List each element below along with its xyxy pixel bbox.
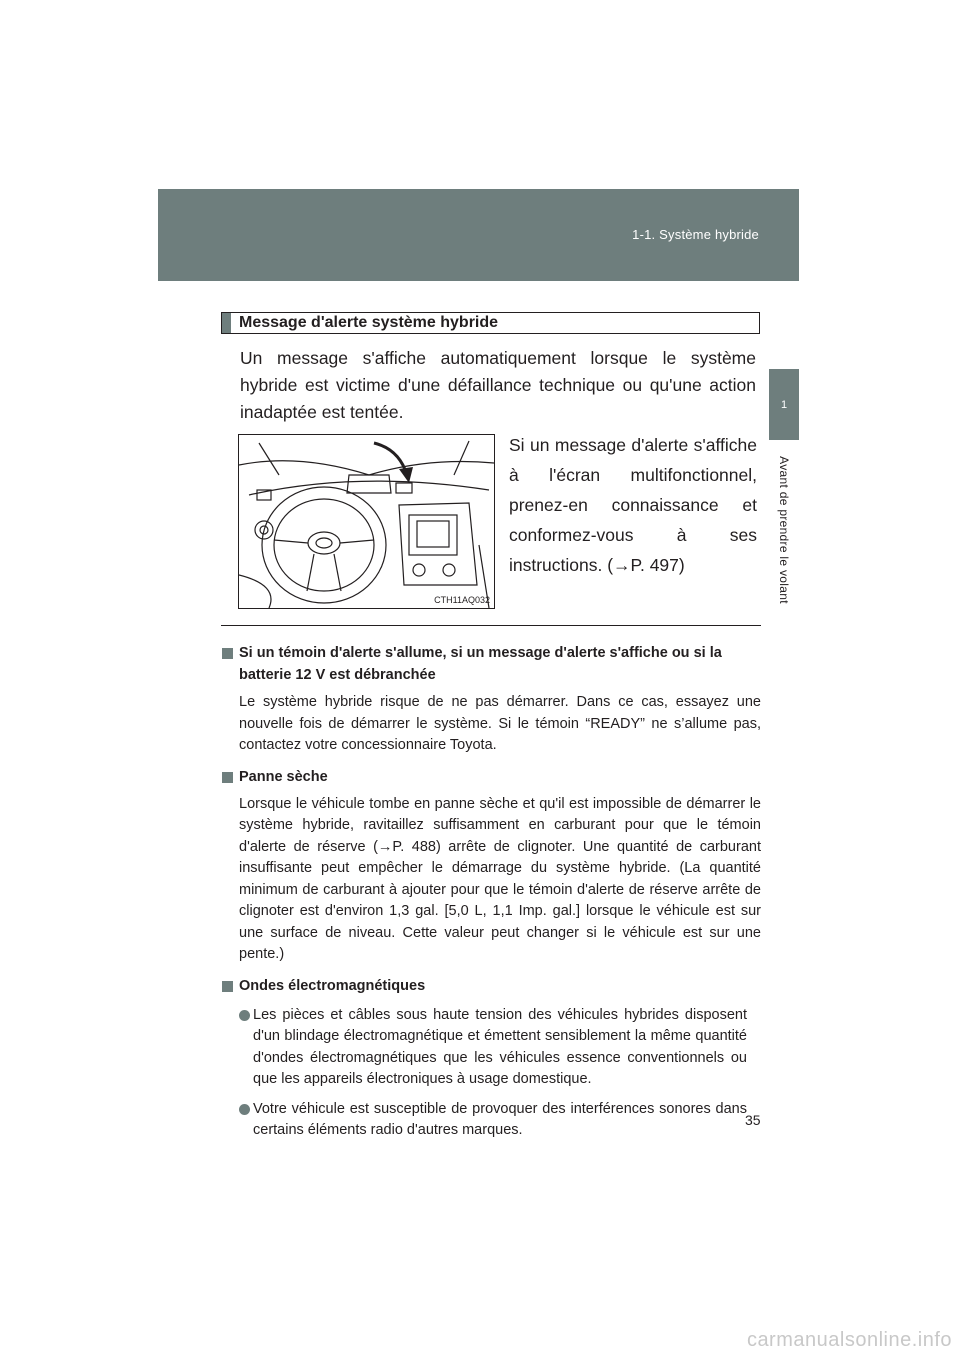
- header-bar: [158, 189, 799, 281]
- watermark: carmanualsonline.info: [746, 1329, 952, 1351]
- figure-caption-last: instructions. (→P. 497): [509, 555, 685, 575]
- note-heading: [221, 975, 761, 997]
- square-bullet-icon: [222, 981, 233, 992]
- list-item: [239, 1005, 747, 1091]
- page-number: 35: [745, 1112, 761, 1128]
- note-heading-text: Panne sèche: [239, 768, 328, 785]
- list-item-text: Les pièces et câbles sous haute tension des véhicules hybrides disposent d'un blindage électromagnétique et émettent sensiblement la même quantité d'ondes électromagnétiques que les véhicules essence conventionnels ou que les appareils électroniques à usage domestique.: [253, 1006, 747, 1087]
- note-heading-text: Si un témoin d'alerte s'allume, si un message d'alerte s'affiche ou si la batterie 12 V est débranchée: [239, 645, 722, 683]
- note-heading-text: Ondes électromagnétiques: [239, 977, 426, 994]
- figure-code: CTH11AQ032: [434, 595, 490, 605]
- chapter-tab: [769, 369, 799, 440]
- round-bullet-icon: [239, 1010, 250, 1021]
- notes: [221, 642, 761, 1142]
- section-title-box: [221, 312, 760, 334]
- note-body: Le système hybride risque de ne pas démarrer. Dans ce cas, essayez une nouvelle fois de démarrer le système. Si le témoin “READY” ne s’allume pas, contactez votre concessionnaire Toyota.: [239, 694, 761, 753]
- note-body: Lorsque le véhicule tombe en panne sèche et qu'il est impossible de démarrer le système hybride, ravitaillez suffisamment en carburant pour que le témoin d'alerte de réserve (→P. 488) arrête de clignoter. Une quantité de carburant insuffisante peut empêcher le démarrage du système hybride. (La quantité minimum de carburant à ajouter pour que le témoin d'alerte de réserve arrête de clignoter est d'environ 1,3 gal. [5,0 L, 1,1 Imp. gal.] lorsque le véhicule est sur une surface de niveau. Cette valeur peut changer si le véhicule est sur une pente.): [239, 795, 761, 962]
- dashboard-drawing: [239, 435, 494, 608]
- note-heading: [221, 766, 761, 788]
- section-divider: [221, 625, 761, 626]
- section-intro: Un message s'affiche automatiquement lorsque le système hybride est victime d'une défaillance technique ou qu'une action inadaptée est tentée.: [240, 348, 756, 422]
- dashboard-illustration: [238, 434, 495, 609]
- chapter-title: Avant de prendre le volant: [777, 456, 791, 604]
- square-bullet-icon: [222, 648, 233, 659]
- section-breadcrumb: 1-1. Système hybride: [632, 227, 759, 242]
- chapter-number: 1: [780, 398, 788, 411]
- figure-caption: [509, 430, 757, 580]
- section-title: Message d'alerte système hybride: [239, 314, 499, 331]
- note-heading: [221, 642, 761, 686]
- list-item: [239, 1099, 747, 1142]
- title-accent-bar: [222, 313, 231, 333]
- square-bullet-icon: [222, 772, 233, 783]
- round-bullet-icon: [239, 1104, 250, 1115]
- figure-caption-text: Si un message d'alerte s'affiche à l'écran multifonctionnel, prenez-en connaissance et conformez-vous à ses: [509, 435, 757, 545]
- list-item-text: Votre véhicule est susceptible de provoquer des interférences sonores dans certains éléments radio d'autres marques.: [253, 1100, 747, 1138]
